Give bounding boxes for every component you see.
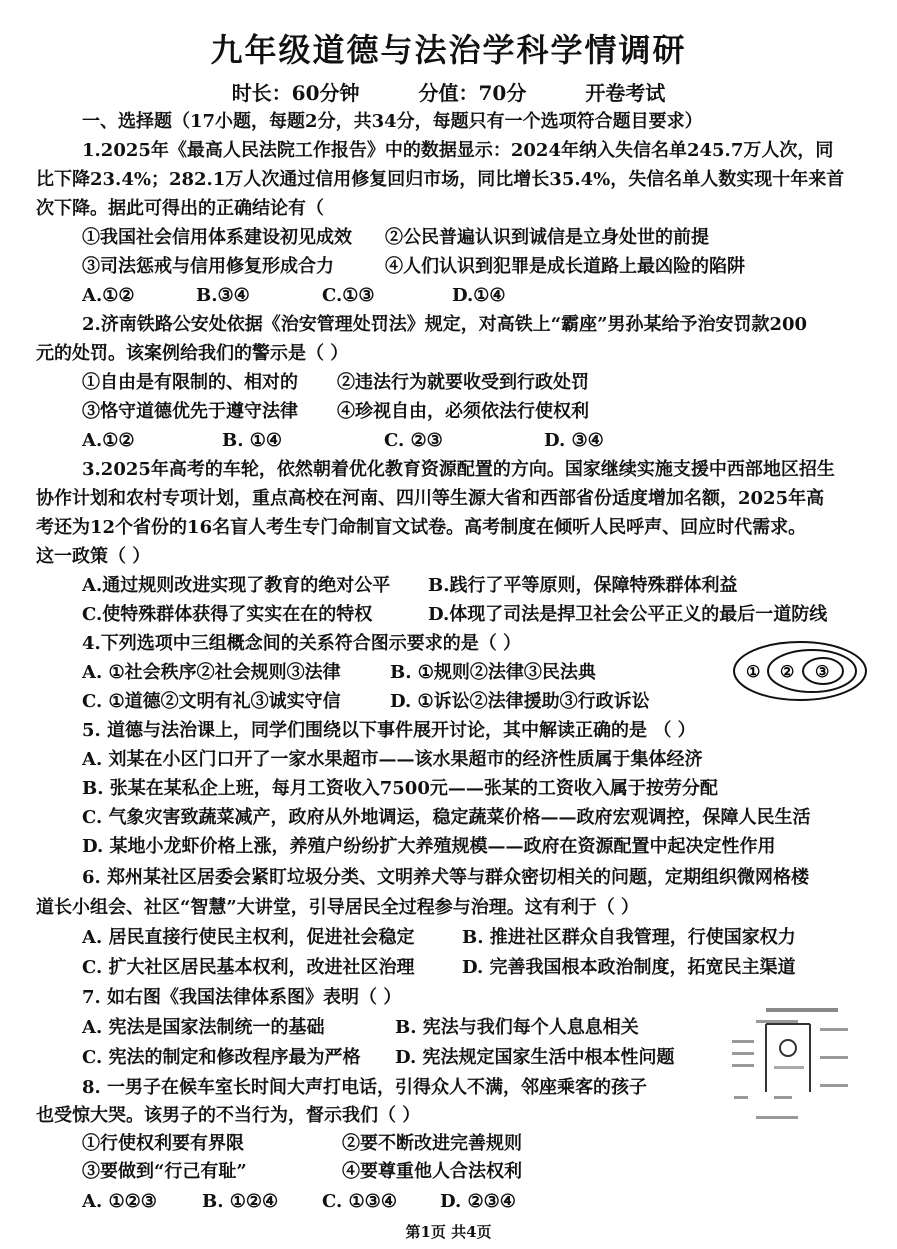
diagram-center-bar [774, 1066, 804, 1069]
question-1-statement-2: ②公民普遍认识到诚信是立身处世的前提 [385, 227, 709, 248]
diagram-caption-bar [756, 1116, 798, 1119]
question-7-option-b[interactable]: B. 宪法与我们每个人息息相关 [395, 1017, 639, 1038]
question-6-line-1: 6. 郑州某社区居委会紧盯垃圾分类、文明养犬等与群众密切相关的问题，定期组织微网格楼 [82, 867, 810, 888]
question-5-option-d[interactable]: D. 某地小龙虾价格上涨，养殖户纷纷扩大养殖规模——政府在资源配置中起决定性作用 [82, 836, 776, 857]
question-1-line-2: 比下降23.4%；282.1万人次通过信用修复回归市场，同比增长35.4%，失信名单人数实现十年来首 [36, 169, 845, 190]
question-1-option-d[interactable]: D.①④ [452, 285, 506, 306]
exam-duration: 时长：60分钟 [231, 81, 360, 105]
diagram-top-bar [766, 1008, 838, 1012]
question-5-option-c[interactable]: C. 气象灾害致蔬菜减产，政府从外地调运，稳定蔬菜价格——政府宏观调控，保障人民生活 [82, 807, 811, 828]
question-1-statement-1: ①我国社会信用体系建设初见成效 [82, 227, 352, 248]
diagram-side-bar-3 [820, 1084, 848, 1087]
question-6-option-a[interactable]: A. 居民直接行使民主权利，促进社会稳定 [82, 927, 415, 948]
question-1-option-b[interactable]: B.③④ [196, 285, 250, 306]
question-2-option-d[interactable]: D. ③④ [544, 430, 604, 451]
question-6-option-c[interactable]: C. 扩大社区居民基本权利，改进社区治理 [82, 957, 415, 978]
question-3-option-a[interactable]: A.通过规则改进实现了教育的绝对公平 [82, 575, 391, 596]
question-3-line-3: 考还为12个省份的16名盲人考生专门命制盲文试卷。高考制度在倾听人民呼声、回应时代需求。 [36, 517, 807, 538]
section-heading: 一、选择题（17小题，每题2分，共34分，每题只有一个选项符合题目要求） [82, 111, 703, 132]
question-2-option-c[interactable]: C. ②③ [384, 430, 443, 451]
question-8-statement-2: ②要不断改进完善规则 [342, 1133, 522, 1154]
legal-system-diagram [726, 1000, 866, 1126]
question-8-line-2: 也受惊大哭。该男子的不当行为，督示我们（ ） [36, 1105, 421, 1126]
question-5-line-1: 5. 道德与法治课上，同学们围绕以下事件展开讨论，其中解读正确的是 （ ） [82, 720, 696, 741]
question-6-option-b[interactable]: B. 推进社区群众自我管理，行使国家权力 [462, 927, 796, 948]
question-2-statement-4: ④珍视自由，必须依法行使权利 [337, 401, 589, 422]
question-3-option-d[interactable]: D.体现了司法是捍卫社会公平正义的最后一道防线 [428, 604, 828, 625]
diagram-bottom-mid-bar [774, 1096, 792, 1099]
page-footer: 第1页 共4页 [405, 1223, 492, 1241]
question-6-line-2: 道长小组会、社区“智慧”大讲堂，引导居民全过程参与治理。这有利于（ ） [36, 897, 639, 918]
question-7-option-a[interactable]: A. 宪法是国家法制统一的基础 [82, 1017, 325, 1038]
question-3-line-1: 3.2025年高考的车轮，依然朝着优化教育资源配置的方向。国家继续实施支援中西部地区招生 [82, 459, 835, 480]
question-8-statement-1: ①行使权利要有界限 [82, 1133, 244, 1154]
question-1-option-c[interactable]: C.①③ [322, 285, 375, 306]
constitution-emblem-icon [780, 1040, 796, 1056]
figure-label-1: ① [746, 662, 761, 681]
question-3-line-4: 这一政策（ ） [36, 546, 151, 567]
question-1-option-a[interactable]: A.①② [82, 285, 135, 306]
question-1-statement-4: ④人们认识到犯罪是成长道路上最凶险的陷阱 [385, 256, 745, 277]
question-7-option-c[interactable]: C. 宪法的制定和修改程序最为严格 [82, 1047, 361, 1068]
nested-circles-figure [730, 638, 870, 704]
exam-info [0, 80, 897, 106]
question-1-line-3: 次下降。据此可得出的正确结论有（ [36, 198, 324, 219]
diagram-side-bar-2 [820, 1056, 848, 1059]
question-2-option-a[interactable]: A.①② [82, 430, 135, 451]
question-3-line-2: 协作计划和农村专项计划，重点高校在河南、四川等生源大省和西部省份适度增加名额，2025年高 [36, 488, 825, 509]
question-3-option-c[interactable]: C.使特殊群体获得了实实在在的特权 [82, 604, 373, 625]
question-8-option-c[interactable]: C. ①③④ [322, 1191, 397, 1212]
diagram-side-bar-1 [820, 1028, 848, 1031]
question-8-statement-4: ④要尊重他人合法权利 [342, 1161, 522, 1182]
diagram-left-bar-1 [732, 1040, 754, 1043]
diagram-bottom-left-bar [734, 1096, 748, 1099]
figure-label-3: ③ [815, 662, 830, 681]
question-3-option-b[interactable]: B.践行了平等原则，保障特殊群体利益 [428, 575, 738, 596]
diagram-label-bar [756, 1020, 798, 1023]
question-2-statement-3: ③恪守道德优先于遵守法律 [82, 401, 298, 422]
question-2-statement-1: ①自由是有限制的、相对的 [82, 372, 298, 393]
question-8-statement-3: ③要做到“行己有耻” [82, 1161, 247, 1182]
exam-score: 分值：70分 [418, 81, 527, 105]
question-5-option-b[interactable]: B. 张某在某私企上班，每月工资收入7500元——张某的工资收入属于按劳分配 [82, 778, 718, 799]
question-2-line-1: 2.济南铁路公安处依据《治安管理处罚法》规定，对高铁上“霸座”男孙某给予治安罚款200 [82, 314, 808, 335]
question-4-line-1: 4.下列选项中三组概念间的关系符合图示要求的是（ ） [82, 633, 522, 654]
diagram-left-bar-2 [732, 1052, 754, 1055]
question-4-option-c[interactable]: C. ①道德②文明有礼③诚实守信 [82, 691, 341, 712]
question-1-statement-3: ③司法惩戒与信用修复形成合力 [82, 256, 334, 277]
question-2-line-2: 元的处罚。该案例给我们的警示是（ ） [36, 343, 349, 364]
exam-mode: 开卷考试 [585, 81, 666, 105]
question-5-option-a[interactable]: A. 刘某在小区门口开了一家水果超市——该水果超市的经济性质属于集体经济 [82, 749, 703, 770]
question-4-option-a[interactable]: A. ①社会秩序②社会规则③法律 [82, 662, 341, 683]
question-7-line-1: 7. 如右图《我国法律体系图》表明（ ） [82, 987, 402, 1008]
question-2-statement-2: ②违法行为就要收受到行政处罚 [337, 372, 589, 393]
question-8-option-b[interactable]: B. ①②④ [202, 1191, 279, 1212]
question-2-option-b[interactable]: B. ①④ [222, 430, 283, 451]
question-4-option-b[interactable]: B. ①规则②法律③民法典 [390, 662, 596, 683]
page-title: 九年级道德与法治学科学情调研 [210, 31, 687, 69]
question-8-line-1: 8. 一男子在候车室长时间大声打电话，引得众人不满，邻座乘客的孩子 [82, 1077, 648, 1098]
diagram-left-bar-3 [732, 1064, 754, 1067]
question-4-option-d[interactable]: D. ①诉讼②法律援助③行政诉讼 [390, 691, 650, 712]
question-8-option-a[interactable]: A. ①②③ [82, 1191, 157, 1212]
question-6-option-d[interactable]: D. 完善我国根本政治制度，拓宽民主渠道 [462, 957, 796, 978]
figure-label-2: ② [780, 662, 795, 681]
question-7-option-d[interactable]: D. 宪法规定国家生活中根本性问题 [395, 1047, 675, 1068]
question-8-option-d[interactable]: D. ②③④ [440, 1191, 516, 1212]
question-1-line-1: 1.2025年《最高人民法院工作报告》中的数据显示：2024年纳入失信名单245.7万人次，同 [82, 140, 834, 161]
